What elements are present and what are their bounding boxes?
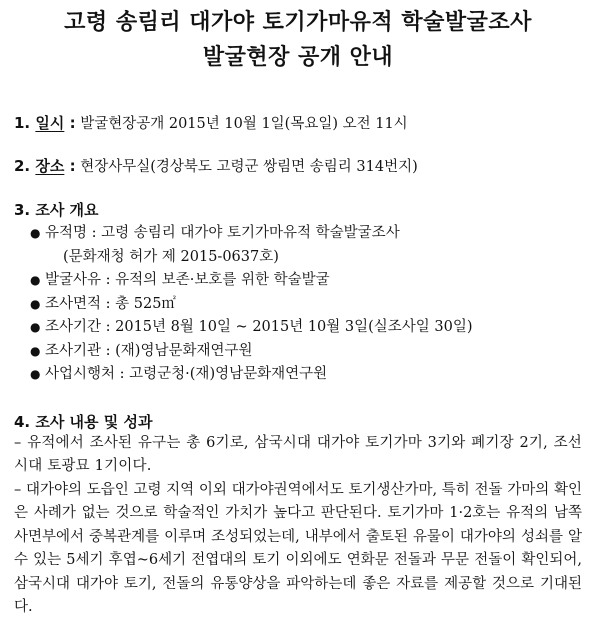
bullet-icon: ● [30,343,41,358]
list-item: ● 발굴사유 : 유적의 보존·보호를 위한 학술발굴 [30,269,582,293]
title-line-2: 발굴현장 공개 안내 [202,45,394,70]
label-separator: : [64,114,76,132]
results-paragraph-2: – 대가야의 도읍인 고령 지역 이외 대가야권역에서도 토기생산가마, 특히 전돌 가마의 확인은 사례가 없는 것으로 학술적인 가치가 높다고 판단된다. 토기가마 1·2호는 유적의 남쪽 사면부에서 중복관계를 이루며 조성되었는데, 내부에서 출토된 유물이 대가야의 성쇠를 알 수 있는 5세기 후엽~6세기 전엽대의 토기 이외에도 연화문 전돌과 무문 전돌이 확인되어, 삼국시대 대가야 토기, 전돌의 유통양상을 파악하는데 좋은 자료를 제공할 것으로 기대된다. [14,481,582,615]
results-paragraph-1: – 유적에서 조사된 유구는 총 6기로, 삼국시대 대가야 토기가마 3기와 폐기장 2기, 조선시대 토광묘 1기이다. [14,434,582,474]
section-results [14,411,582,620]
section-date [14,112,582,133]
overview-list [14,222,582,387]
bullet-icon: ● [30,273,41,287]
section-label-date: 일시 [35,114,65,132]
section-number: 2. [14,157,31,175]
list-item: ● 조사면적 : 총 525㎡ [30,293,582,317]
section-overview [14,199,582,387]
list-item: ● 조사기간 : 2015년 8월 10일 ~ 2015년 10월 3일(실조사일 30일) [30,316,582,340]
list-item: ● 조사기관 : (재)영남문화재연구원 [30,340,582,364]
label-separator: : [64,157,76,175]
bullet-icon: ● [30,367,41,381]
place-value: 현장사무실(경상북도 고령군 쌍림면 송림리 314번지) [75,159,418,175]
bullet-icon: ● [30,226,41,240]
bullet-icon: ● [30,320,41,334]
list-item-continuation: (문화재청 허가 제 2015-0637호) [63,248,279,265]
section-number: 1. [14,114,31,132]
section-place [14,155,582,176]
bullet-icon: ● [30,296,41,311]
section-heading-overview: 3. 조사 개요 [14,201,99,219]
list-item: ● 사업시행처 : 고령군청·(재)영남문화재연구원 [30,363,582,387]
section-heading-results: 4. 조사 내용 및 성과 [14,412,153,431]
section-label-place: 장소 [35,157,65,175]
title-line-1: 고령 송림리 대가야 토기가마유적 학술발굴조사 [64,10,532,35]
date-value: 발굴현장공개 2015년 10월 1일(목요일) 오전 11시 [75,116,408,132]
list-item: ● 유적명 : 고령 송림리 대가야 토기가마유적 학술발굴조사 (문화재청 허가 제 2015-0637호) [30,222,582,269]
